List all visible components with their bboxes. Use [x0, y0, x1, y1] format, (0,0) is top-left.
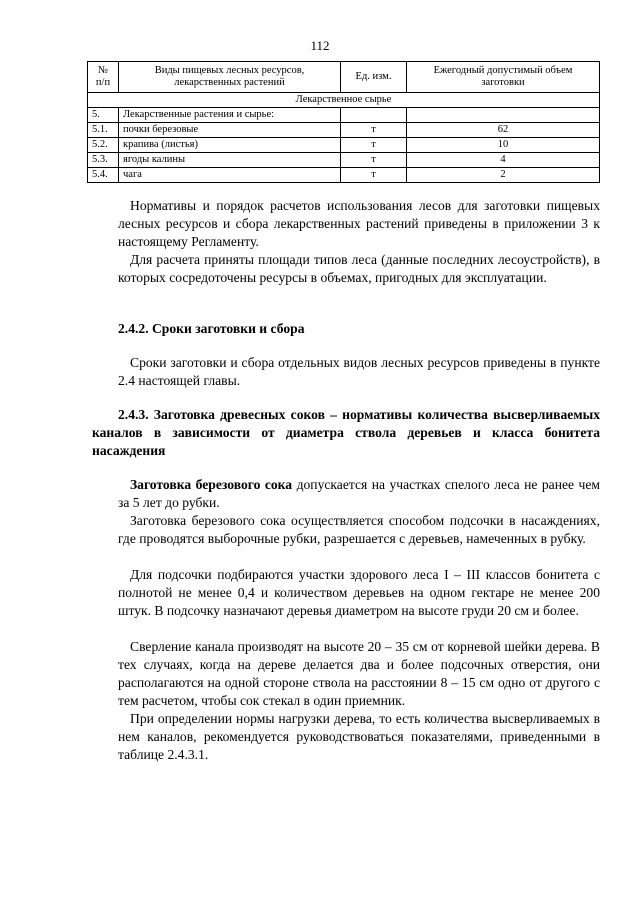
group-volume [407, 108, 600, 123]
table-row [88, 153, 600, 168]
paragraph-norms: Нормативы и порядок расчетов использования лесов для заготовки пищевых лесных ресурсов и сбора лекарственных растений приведены в приложении 3 к настоящему Регламенту. [118, 198, 600, 249]
group-row [88, 108, 600, 123]
header-unit: Ед. изм. [341, 62, 407, 93]
birch-sap-lead: Заготовка березового сока [130, 477, 293, 492]
group-num: 5. [88, 108, 119, 123]
paragraph-tapping-method: Заготовка березового сока осуществляется способом подсочки в насаждениях, где проводятся выборочные рубки, разрешается с деревьев, намеченных в рубку. [118, 513, 600, 546]
row-unit: т [341, 168, 407, 183]
row-unit: т [341, 123, 407, 138]
header-name: Виды пищевых лесных ресурсов, лекарственных растений [119, 62, 341, 93]
row-volume: 10 [407, 138, 600, 153]
paragraph-drilling: Сверление канала производят на высоте 20 – 35 см от корневой шейки дерева. В тех случаях, когда на дереве делается два и более подсочных отверстия, они располагаются на одной стороне ствола на расстоянии 8 – 15 см одно от другого с тем расчетом, чтобы сок стекал в один приемник. [118, 639, 600, 708]
paragraph-terms: Сроки заготовки и сбора отдельных видов лесных ресурсов приведены в пункте 2.4 настоящей главы. [118, 355, 600, 388]
row-volume: 2 [407, 168, 600, 183]
row-name: крапива (листья) [119, 138, 341, 153]
row-name: почки березовые [119, 123, 341, 138]
row-num: 5.2. [88, 138, 119, 153]
group-unit [341, 108, 407, 123]
row-unit: т [341, 138, 407, 153]
row-num: 5.4. [88, 168, 119, 183]
header-volume: Ежегодный допустимый объем заготовки [407, 62, 600, 93]
heading-2-4-3: 2.4.3. Заготовка древесных соков – нормативы количества высверливаемых каналов в зависимости от диаметра ствола деревьев и класса бонитета насаждения [92, 407, 600, 458]
paragraph-site-selection: Для подсочки подбираются участки здорового леса I – III классов бонитета с полнотой не менее 0,4 и количеством деревьев на одном гектаре не менее 200 штук. В подсочку назначают деревья диаметром на высоте груди 20 см и более. [118, 567, 600, 618]
row-name: чага [119, 168, 341, 183]
heading-2-4-2: 2.4.2. Сроки заготовки и сбора [118, 321, 305, 336]
row-volume: 62 [407, 123, 600, 138]
row-num: 5.1. [88, 123, 119, 138]
paragraph-calculation: Для расчета приняты площади типов леса (данные последних лесоустройств), в которых сосредоточены ресурсы в объемах, пригодных для эксплуатации. [118, 252, 600, 285]
row-volume: 4 [407, 153, 600, 168]
paragraph-load-norm: При определении нормы нагрузки дерева, то есть количества высверливаемых в нем каналов, рекомендуется руководствоваться показателями, приведенными в таблице 2.4.3.1. [118, 711, 600, 762]
row-name: ягоды калины [119, 153, 341, 168]
row-num: 5.3. [88, 153, 119, 168]
page-number: 112 [310, 38, 330, 53]
table-row [88, 138, 600, 153]
table-row [88, 123, 600, 138]
paragraph-birch-sap [118, 476, 600, 512]
table-row [88, 168, 600, 183]
resources-table [87, 61, 600, 183]
group-name: Лекарственные растения и сырье: [119, 108, 341, 123]
table-header-row [88, 62, 600, 93]
birch-sap-rest: допускается на участках спелого леса не ранее чем за 5 лет до рубки. [118, 477, 601, 510]
section-row [88, 93, 600, 108]
section-title: Лекарственное сырье [88, 93, 600, 108]
header-num: № п/п [88, 62, 119, 93]
row-unit: т [341, 153, 407, 168]
